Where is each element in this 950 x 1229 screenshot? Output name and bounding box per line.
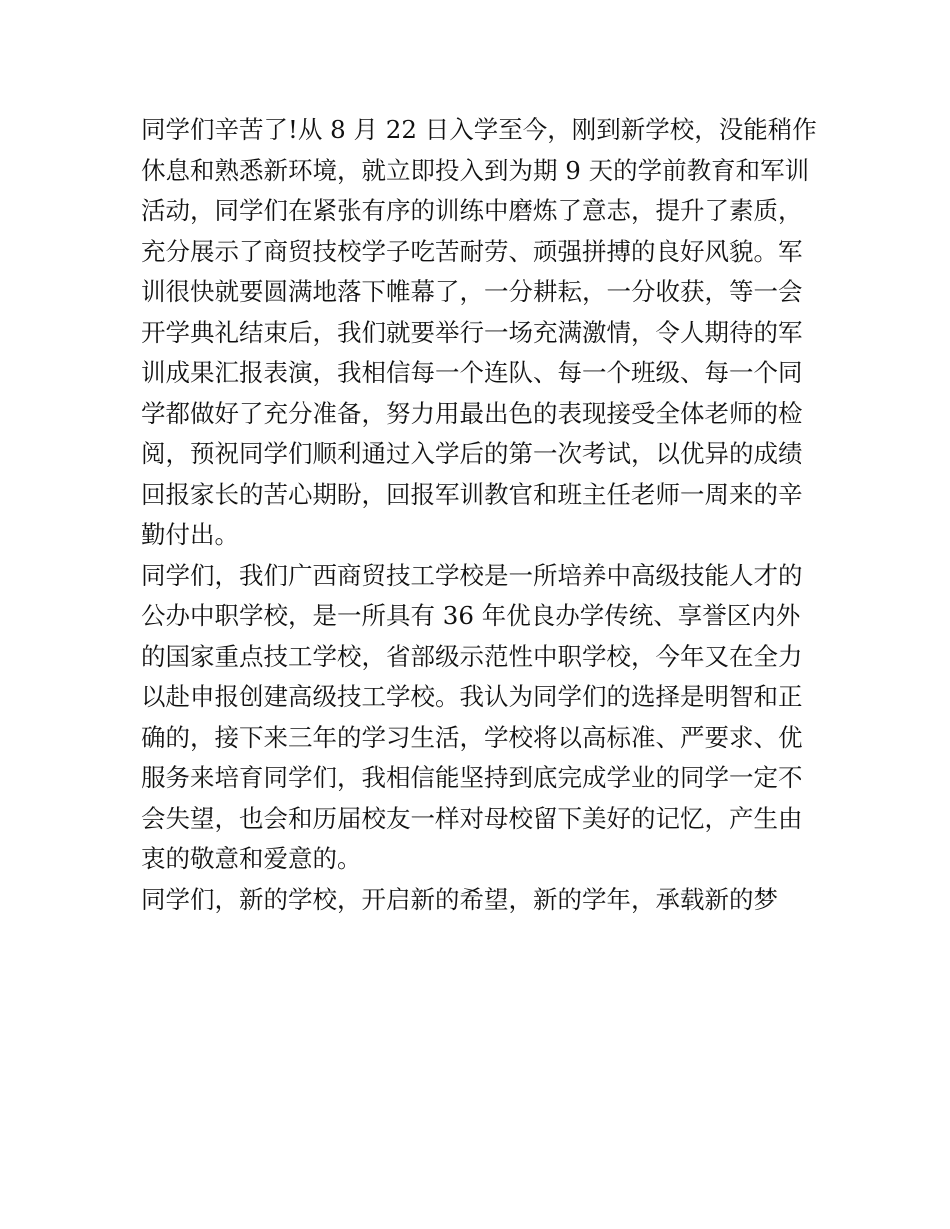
text-line: 学都做好了充分准备，努力用最出色的表现接受全体老师的检 (141, 398, 803, 428)
text-line: 开学典礼结束后，我们就要举行一场充满激情，令人期待的军 (141, 317, 803, 347)
text-line: 衷的敬意和爱意的。 (141, 844, 362, 873)
text-line: 阅，预祝同学们顺利通过入学后的第一次考试，以优异的成绩 (141, 439, 803, 468)
text-line: 活动，同学们在紧张有序的训练中磨炼了意志，提升了素质， (141, 196, 803, 225)
paragraph (141, 556, 821, 880)
paragraph (141, 110, 821, 556)
text-line: 同学们，新的学校，开启新的希望，新的学年，承载新的梦 (141, 884, 778, 914)
text-line: 公办中职学校，是一所具有 36 年优良办学传统、享誉区内外 (141, 601, 801, 630)
document-body (141, 110, 821, 920)
text-line: 的国家重点技工学校，省部级示范性中职学校，今年又在全力 (141, 641, 803, 671)
text-line: 充分展示了商贸技校学子吃苦耐劳、顽强拼搏的良好风貌。军 (141, 236, 803, 266)
text-line: 回报家长的苦心期盼，回报军训教官和班主任老师一周来的辛 (141, 479, 803, 509)
text-line: 同学们辛苦了!从 8 月 22 日入学至今，刚到新学校，没能稍作 (141, 115, 817, 144)
text-line: 确的，接下来三年的学习生活，学校将以高标准、严要求、优 (141, 722, 803, 752)
text-line: 训成果汇报表演，我相信每一个连队、每一个班级、每一个同 (141, 358, 803, 387)
text-line: 休息和熟悉新环境，就立即投入到为期 9 天的学前教育和军训 (141, 155, 810, 185)
text-line: 勤付出。 (141, 520, 239, 549)
text-line: 训很快就要圆满地落下帷幕了，一分耕耘，一分收获，等一会 (141, 277, 803, 306)
paragraph (141, 880, 821, 921)
text-line: 服务来培育同学们，我相信能坚持到底完成学业的同学一定不 (141, 763, 803, 792)
text-line: 同学们，我们广西商贸技工学校是一所培养中高级技能人才的 (141, 560, 803, 590)
text-line: 会失望，也会和历届校友一样对母校留下美好的记忆，产生由 (141, 803, 803, 833)
text-line: 以赴申报创建高级技工学校。我认为同学们的选择是明智和正 (141, 682, 803, 711)
